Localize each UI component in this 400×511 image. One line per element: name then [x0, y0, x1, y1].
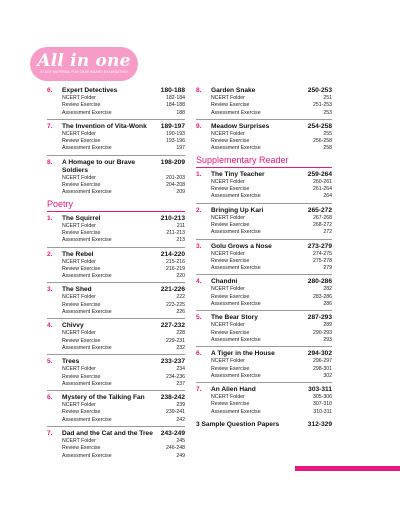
- subsection-row: [196, 215, 332, 222]
- subsection-pages: 255: [323, 130, 332, 137]
- chapter-pages: 227-232: [160, 322, 185, 330]
- subsection-row: [47, 138, 185, 145]
- chapter-title: A Homage to our Brave Soldiers: [62, 158, 136, 174]
- chapter-title: Dad and the Cat and the Tree: [62, 430, 153, 438]
- subsection-row: [196, 110, 332, 117]
- subsection-pages: 237: [176, 380, 185, 387]
- chapter-pages: 265-272: [307, 206, 332, 214]
- chapter-number: 7.: [47, 122, 53, 130]
- subsection-row: [47, 345, 185, 352]
- toc-entry[interactable]: [196, 386, 332, 416]
- chapter-number: 8.: [47, 158, 53, 166]
- subsection-pages: 211-213: [166, 229, 185, 236]
- toc-entry[interactable]: [47, 123, 185, 156]
- subsection-row: [47, 438, 185, 445]
- subsection-label: Assessment Exercise: [62, 309, 112, 316]
- subsection-pages: 289: [323, 322, 332, 329]
- subsection-row: [196, 102, 332, 109]
- subsection-pages: 298-301: [312, 365, 332, 372]
- chapter-row: [47, 251, 185, 259]
- chapter-number: 7.: [47, 430, 53, 438]
- logo-tagline: STUDY MATERIAL FOR CBSE BOARD EXAMINATION: [40, 70, 128, 74]
- subsection-pages: 305-306: [312, 394, 332, 401]
- subsection-pages: 268-272: [312, 221, 332, 228]
- subsection-row: [196, 401, 332, 408]
- subsection-row: [196, 286, 332, 293]
- subsection-pages: 260-261: [312, 178, 332, 185]
- chapter-number: 6.: [47, 394, 53, 402]
- subsection-pages: 215-216: [165, 258, 185, 265]
- subsection-pages: 302: [323, 372, 332, 379]
- subsection-pages: 283-286: [312, 293, 332, 300]
- toc-entry[interactable]: [196, 123, 332, 153]
- chapter-pages: 250-253: [307, 87, 332, 94]
- subsection-row: [47, 175, 185, 182]
- subsection-pages: 251: [323, 95, 332, 101]
- subsection-pages: 275-278: [312, 257, 332, 264]
- chapter-pages: 280-286: [307, 278, 332, 286]
- subsection-row: [196, 251, 332, 258]
- subsection-pages: 282: [323, 286, 332, 293]
- subsection-pages: 223-225: [165, 301, 185, 308]
- subsection-label: Review Exercise: [211, 186, 250, 193]
- chapter-number: 2.: [196, 206, 202, 214]
- subsection-row: [47, 445, 185, 452]
- subsection-label: Review Exercise: [62, 182, 101, 189]
- poetry-chapters: [47, 215, 185, 460]
- subsection-pages: 234-236: [165, 373, 185, 380]
- chapter-number: 4.: [196, 278, 202, 286]
- chapter-title: The Invention of Vita-Wonk: [62, 122, 147, 130]
- subsection-label: Review Exercise: [211, 257, 250, 264]
- subsection-row: [196, 373, 332, 380]
- subsection-label: Review Exercise: [62, 337, 101, 344]
- subsection-row: [47, 223, 185, 230]
- subsection-label: Assessment Exercise: [62, 109, 112, 116]
- subsection-row: [196, 294, 332, 301]
- chapter-row: [47, 430, 185, 438]
- subsection-row: [196, 322, 332, 329]
- chapter-number: 9.: [196, 122, 202, 130]
- subsection-pages: 182-184: [165, 95, 185, 101]
- logo-text: All in one: [37, 51, 131, 71]
- chapter-title: Mystery of the Talking Fan: [62, 394, 145, 402]
- subsection-pages: 274-275: [312, 250, 332, 257]
- subsection-label: NCERT Folder: [62, 222, 96, 229]
- subsection-row: [47, 453, 185, 460]
- subsection-row: [196, 179, 332, 186]
- toc-entry[interactable]: [47, 251, 185, 284]
- subsection-pages: 234: [176, 366, 185, 373]
- chapter-row: [196, 386, 332, 394]
- subsection-pages: 256-258: [312, 138, 332, 145]
- subsection-pages: 272: [323, 229, 332, 236]
- subsection-pages: 279: [323, 265, 332, 272]
- subsection-row: [47, 330, 185, 337]
- subsection-label: NCERT Folder: [211, 358, 245, 365]
- subsection-pages: 293: [323, 336, 332, 343]
- subsection-pages: 264: [323, 193, 332, 200]
- subsection-label: NCERT Folder: [62, 258, 96, 265]
- chapter-pages: 303-311: [308, 386, 332, 394]
- subsection-row: [196, 95, 332, 102]
- chapter-number: 5.: [47, 358, 53, 366]
- subsection-row: [196, 337, 332, 344]
- chapter-row: [196, 314, 332, 322]
- subsection-label: Review Exercise: [62, 138, 101, 145]
- subsection-label: Assessment Exercise: [62, 237, 112, 244]
- chapter-row: [47, 87, 185, 95]
- chapter-number: 7.: [196, 386, 202, 394]
- subsection-pages: 242: [176, 416, 185, 423]
- subsection-pages: 253: [323, 109, 332, 116]
- subsection-label: NCERT Folder: [62, 330, 96, 337]
- chapter-number: 3.: [196, 242, 202, 250]
- subsection-pages: 232: [176, 344, 185, 351]
- chapter-pages: 214-220: [160, 250, 185, 258]
- subsection-row: [196, 145, 332, 152]
- subsection-label: Assessment Exercise: [62, 452, 112, 459]
- chapter-pages: 294-302: [307, 350, 332, 358]
- toc-entry[interactable]: [196, 243, 332, 276]
- subsection-row: [47, 409, 185, 416]
- sample-papers-title: 3 Sample Question Papers: [196, 421, 280, 429]
- subsection-label: Review Exercise: [211, 102, 250, 109]
- subsection-label: NCERT Folder: [211, 250, 245, 257]
- subsection-pages: 246-248: [165, 445, 185, 452]
- chapter-number: 3.: [47, 286, 53, 294]
- subsection-row: [196, 265, 332, 272]
- chapter-row: [47, 215, 185, 223]
- subsection-label: Review Exercise: [62, 301, 101, 308]
- chapter-row: [196, 243, 332, 251]
- subsection-pages: 209: [176, 189, 185, 196]
- subsection-row: [196, 366, 332, 373]
- chapter-number: 1.: [196, 170, 202, 178]
- subsection-row: [196, 131, 332, 138]
- subsection-pages: 245: [176, 438, 185, 445]
- subsection-row: [47, 402, 185, 409]
- subsection-label: NCERT Folder: [211, 130, 245, 137]
- subsection-pages: 261-264: [312, 186, 332, 193]
- subsection-label: Assessment Exercise: [211, 145, 261, 152]
- chapter-pages: 198-209: [160, 158, 185, 166]
- chapter-title: Garden Snake: [211, 87, 256, 94]
- chapter-title: Chandni: [211, 278, 238, 286]
- toc-entry[interactable]: [47, 358, 185, 391]
- subsection-row: [47, 95, 185, 102]
- chapter-number: 4.: [47, 322, 53, 330]
- chapter-number: 6.: [47, 87, 53, 94]
- subsection-label: NCERT Folder: [62, 366, 96, 373]
- chapter-row: [196, 278, 332, 286]
- subsection-label: Assessment Exercise: [211, 265, 261, 272]
- chapter-pages: 273-279: [307, 242, 332, 250]
- subsection-label: Assessment Exercise: [62, 416, 112, 423]
- subsection-row: [47, 266, 185, 273]
- chapter-pages: 254-258: [307, 122, 332, 130]
- subsection-pages: 213: [176, 237, 185, 244]
- subsection-label: Assessment Exercise: [211, 408, 261, 415]
- subsection-pages: 184-188: [165, 102, 185, 109]
- chapter-title: The Tiny Teacher: [211, 170, 265, 178]
- supplementary-reader-heading: Supplementary Reader: [196, 155, 332, 168]
- toc-entry[interactable]: [47, 215, 185, 248]
- subsection-label: Assessment Exercise: [62, 380, 112, 387]
- subsection-pages: 190-193: [165, 130, 185, 137]
- subsection-pages: 222: [176, 294, 185, 301]
- subsection-row: [47, 110, 185, 117]
- subsection-row: [47, 145, 185, 152]
- subsection-row: [47, 309, 185, 316]
- chapter-pages: 238-242: [160, 394, 185, 402]
- toc-entry[interactable]: [196, 350, 332, 383]
- subsection-row: [196, 409, 332, 416]
- chapter-title: The Bear Story: [211, 314, 258, 322]
- subsection-label: NCERT Folder: [211, 322, 245, 329]
- subsection-label: NCERT Folder: [62, 174, 96, 181]
- chapter-number: 2.: [47, 250, 53, 258]
- subsection-row: [47, 366, 185, 373]
- chapter-row: [47, 394, 185, 402]
- subsection-label: NCERT Folder: [211, 178, 245, 185]
- chapter-row: [196, 350, 332, 358]
- chapter-pages: 180-188: [160, 87, 185, 94]
- subsection-label: NCERT Folder: [62, 294, 96, 301]
- subsection-row: [47, 189, 185, 196]
- subsection-row: [196, 229, 332, 236]
- subsection-row: [196, 222, 332, 229]
- subsection-label: Assessment Exercise: [211, 372, 261, 379]
- subsection-label: Assessment Exercise: [211, 301, 261, 308]
- subsection-row: [47, 237, 185, 244]
- subsection-row: [47, 338, 185, 345]
- subsection-label: Review Exercise: [62, 445, 101, 452]
- chapter-title: Meadow Surprises: [211, 122, 270, 130]
- supplementary-chapters: [196, 171, 332, 416]
- chapter-row: [196, 87, 332, 95]
- subsection-label: Review Exercise: [211, 221, 250, 228]
- subsection-pages: 204-208: [165, 182, 185, 189]
- subsection-label: Review Exercise: [62, 102, 101, 109]
- toc-entry[interactable]: [196, 171, 332, 204]
- chapter-title: Chivvy: [62, 322, 84, 330]
- chapter-title: An Alien Hand: [211, 386, 256, 394]
- chapter-title: The Shed: [62, 286, 92, 294]
- subsection-label: Review Exercise: [62, 373, 101, 380]
- subsection-pages: 296-297: [312, 358, 332, 365]
- subsection-label: NCERT Folder: [211, 95, 245, 101]
- chapter-number: 8.: [196, 87, 202, 94]
- subsection-row: [196, 358, 332, 365]
- chapter-title: The Rebel: [62, 250, 94, 258]
- subsection-row: [47, 381, 185, 388]
- subsection-pages: 229-231: [165, 337, 185, 344]
- subsection-row: [47, 302, 185, 309]
- toc-entry[interactable]: [47, 286, 185, 319]
- chapter-pages: 287-293: [307, 314, 332, 322]
- subsection-pages: 197: [176, 145, 185, 152]
- chapter-title: Expert Detectives: [62, 87, 118, 94]
- subsection-pages: 216-219: [165, 265, 185, 272]
- toc-entry[interactable]: [47, 87, 185, 120]
- toc-right-column: [196, 87, 332, 429]
- subsection-label: Review Exercise: [211, 329, 250, 336]
- toc-entry[interactable]: [47, 430, 185, 460]
- subsection-row: [47, 417, 185, 424]
- subsection-row: [47, 182, 185, 189]
- subsection-pages: 290-293: [312, 329, 332, 336]
- chapter-row: [47, 159, 185, 175]
- chapter-pages: 259-264: [307, 170, 332, 178]
- subsection-label: NCERT Folder: [62, 130, 96, 137]
- subsection-label: Assessment Exercise: [211, 193, 261, 200]
- subsection-row: [196, 186, 332, 193]
- chapter-row: [196, 123, 332, 131]
- poetry-heading: Poetry: [47, 199, 185, 212]
- subsection-label: Assessment Exercise: [211, 336, 261, 343]
- subsection-row: [196, 330, 332, 337]
- subsection-pages: 193-196: [165, 138, 185, 145]
- chapter-pages: 210-213: [160, 214, 185, 222]
- chapter-row: [196, 207, 332, 215]
- subsection-row: [47, 230, 185, 237]
- chapter-title: The Squirrel: [62, 214, 101, 222]
- subsection-label: Assessment Exercise: [211, 229, 261, 236]
- subsection-row: [196, 394, 332, 401]
- subsection-pages: 267-268: [312, 214, 332, 221]
- subsection-label: Review Exercise: [62, 409, 101, 416]
- subsection-label: Review Exercise: [211, 293, 250, 300]
- toc-entry[interactable]: [47, 394, 185, 427]
- toc-left-column: [47, 87, 185, 462]
- subsection-pages: 249: [176, 452, 185, 459]
- poetry-chapters-continued: [196, 87, 332, 153]
- subsection-label: NCERT Folder: [211, 214, 245, 221]
- subsection-label: Assessment Exercise: [62, 189, 112, 196]
- chapter-row: [47, 286, 185, 294]
- chapter-number: 6.: [196, 350, 202, 358]
- toc-entry[interactable]: [196, 207, 332, 240]
- chapter-title: Golu Grows a Nose: [211, 242, 272, 250]
- sample-papers-pages: 312-329: [307, 421, 332, 429]
- chapter-pages: 243-249: [160, 430, 185, 438]
- chapter-title: Trees: [62, 358, 80, 366]
- subsection-label: Review Exercise: [211, 138, 250, 145]
- subsection-label: Assessment Exercise: [211, 109, 261, 116]
- subsection-pages: 310-311: [313, 408, 332, 415]
- subsection-label: Review Exercise: [211, 401, 250, 408]
- chapter-title: Bringing Up Kari: [211, 206, 264, 214]
- subsection-label: Assessment Exercise: [62, 273, 112, 280]
- subsection-pages: 228: [176, 330, 185, 337]
- subsection-label: NCERT Folder: [62, 402, 96, 409]
- toc-entry[interactable]: [196, 87, 332, 120]
- subsection-pages: 239: [176, 402, 185, 409]
- subsection-pages: 258: [323, 145, 332, 152]
- subsection-pages: 188: [176, 109, 185, 116]
- subsection-row: [196, 301, 332, 308]
- subsection-row: [47, 374, 185, 381]
- subsection-pages: 239-241: [165, 409, 185, 416]
- subsection-pages: 201-203: [165, 174, 185, 181]
- chapter-number: 1.: [47, 214, 53, 222]
- subsection-row: [196, 258, 332, 265]
- chapter-pages: 221-226: [160, 286, 185, 294]
- subsection-label: NCERT Folder: [62, 438, 96, 445]
- subsection-pages: 220: [176, 273, 185, 280]
- subsection-row: [47, 273, 185, 280]
- chapter-row: [47, 358, 185, 366]
- subsection-pages: 211: [176, 222, 185, 229]
- subsection-label: NCERT Folder: [62, 95, 96, 101]
- toc-entry[interactable]: [47, 322, 185, 355]
- subsection-row: [47, 259, 185, 266]
- subsection-row: [47, 102, 185, 109]
- chapter-row: [196, 171, 332, 179]
- subsection-label: Assessment Exercise: [62, 344, 112, 351]
- chapter-row: [47, 322, 185, 330]
- all-in-one-logo: [30, 47, 138, 81]
- subsection-label: Review Exercise: [211, 365, 250, 372]
- subsection-label: Review Exercise: [62, 265, 101, 272]
- subsection-pages: 307-310: [312, 401, 332, 408]
- toc-entry[interactable]: [196, 278, 332, 311]
- subsection-pages: 286: [323, 301, 332, 308]
- chapter-pages: 233-237: [160, 358, 185, 366]
- chapter-title: A Tiger in the House: [211, 350, 275, 358]
- toc-entry[interactable]: [196, 314, 332, 347]
- subsection-label: NCERT Folder: [211, 394, 245, 401]
- subsection-label: Assessment Exercise: [62, 145, 112, 152]
- subsection-row: [47, 131, 185, 138]
- subsection-row: [196, 193, 332, 200]
- decorative-pink-bar: [295, 466, 400, 471]
- subsection-row: [196, 138, 332, 145]
- subsection-label: NCERT Folder: [211, 286, 245, 293]
- chapter-number: 5.: [196, 314, 202, 322]
- chapter-pages: 189-197: [160, 122, 185, 130]
- sample-papers-entry[interactable]: [196, 421, 332, 429]
- subsection-row: [47, 294, 185, 301]
- prose-chapters-continued: [47, 87, 185, 197]
- subsection-pages: 226: [176, 309, 185, 316]
- toc-entry[interactable]: [47, 159, 185, 197]
- subsection-label: Review Exercise: [62, 229, 101, 236]
- subsection-pages: 251-253: [312, 102, 332, 109]
- chapter-row: [47, 123, 185, 131]
